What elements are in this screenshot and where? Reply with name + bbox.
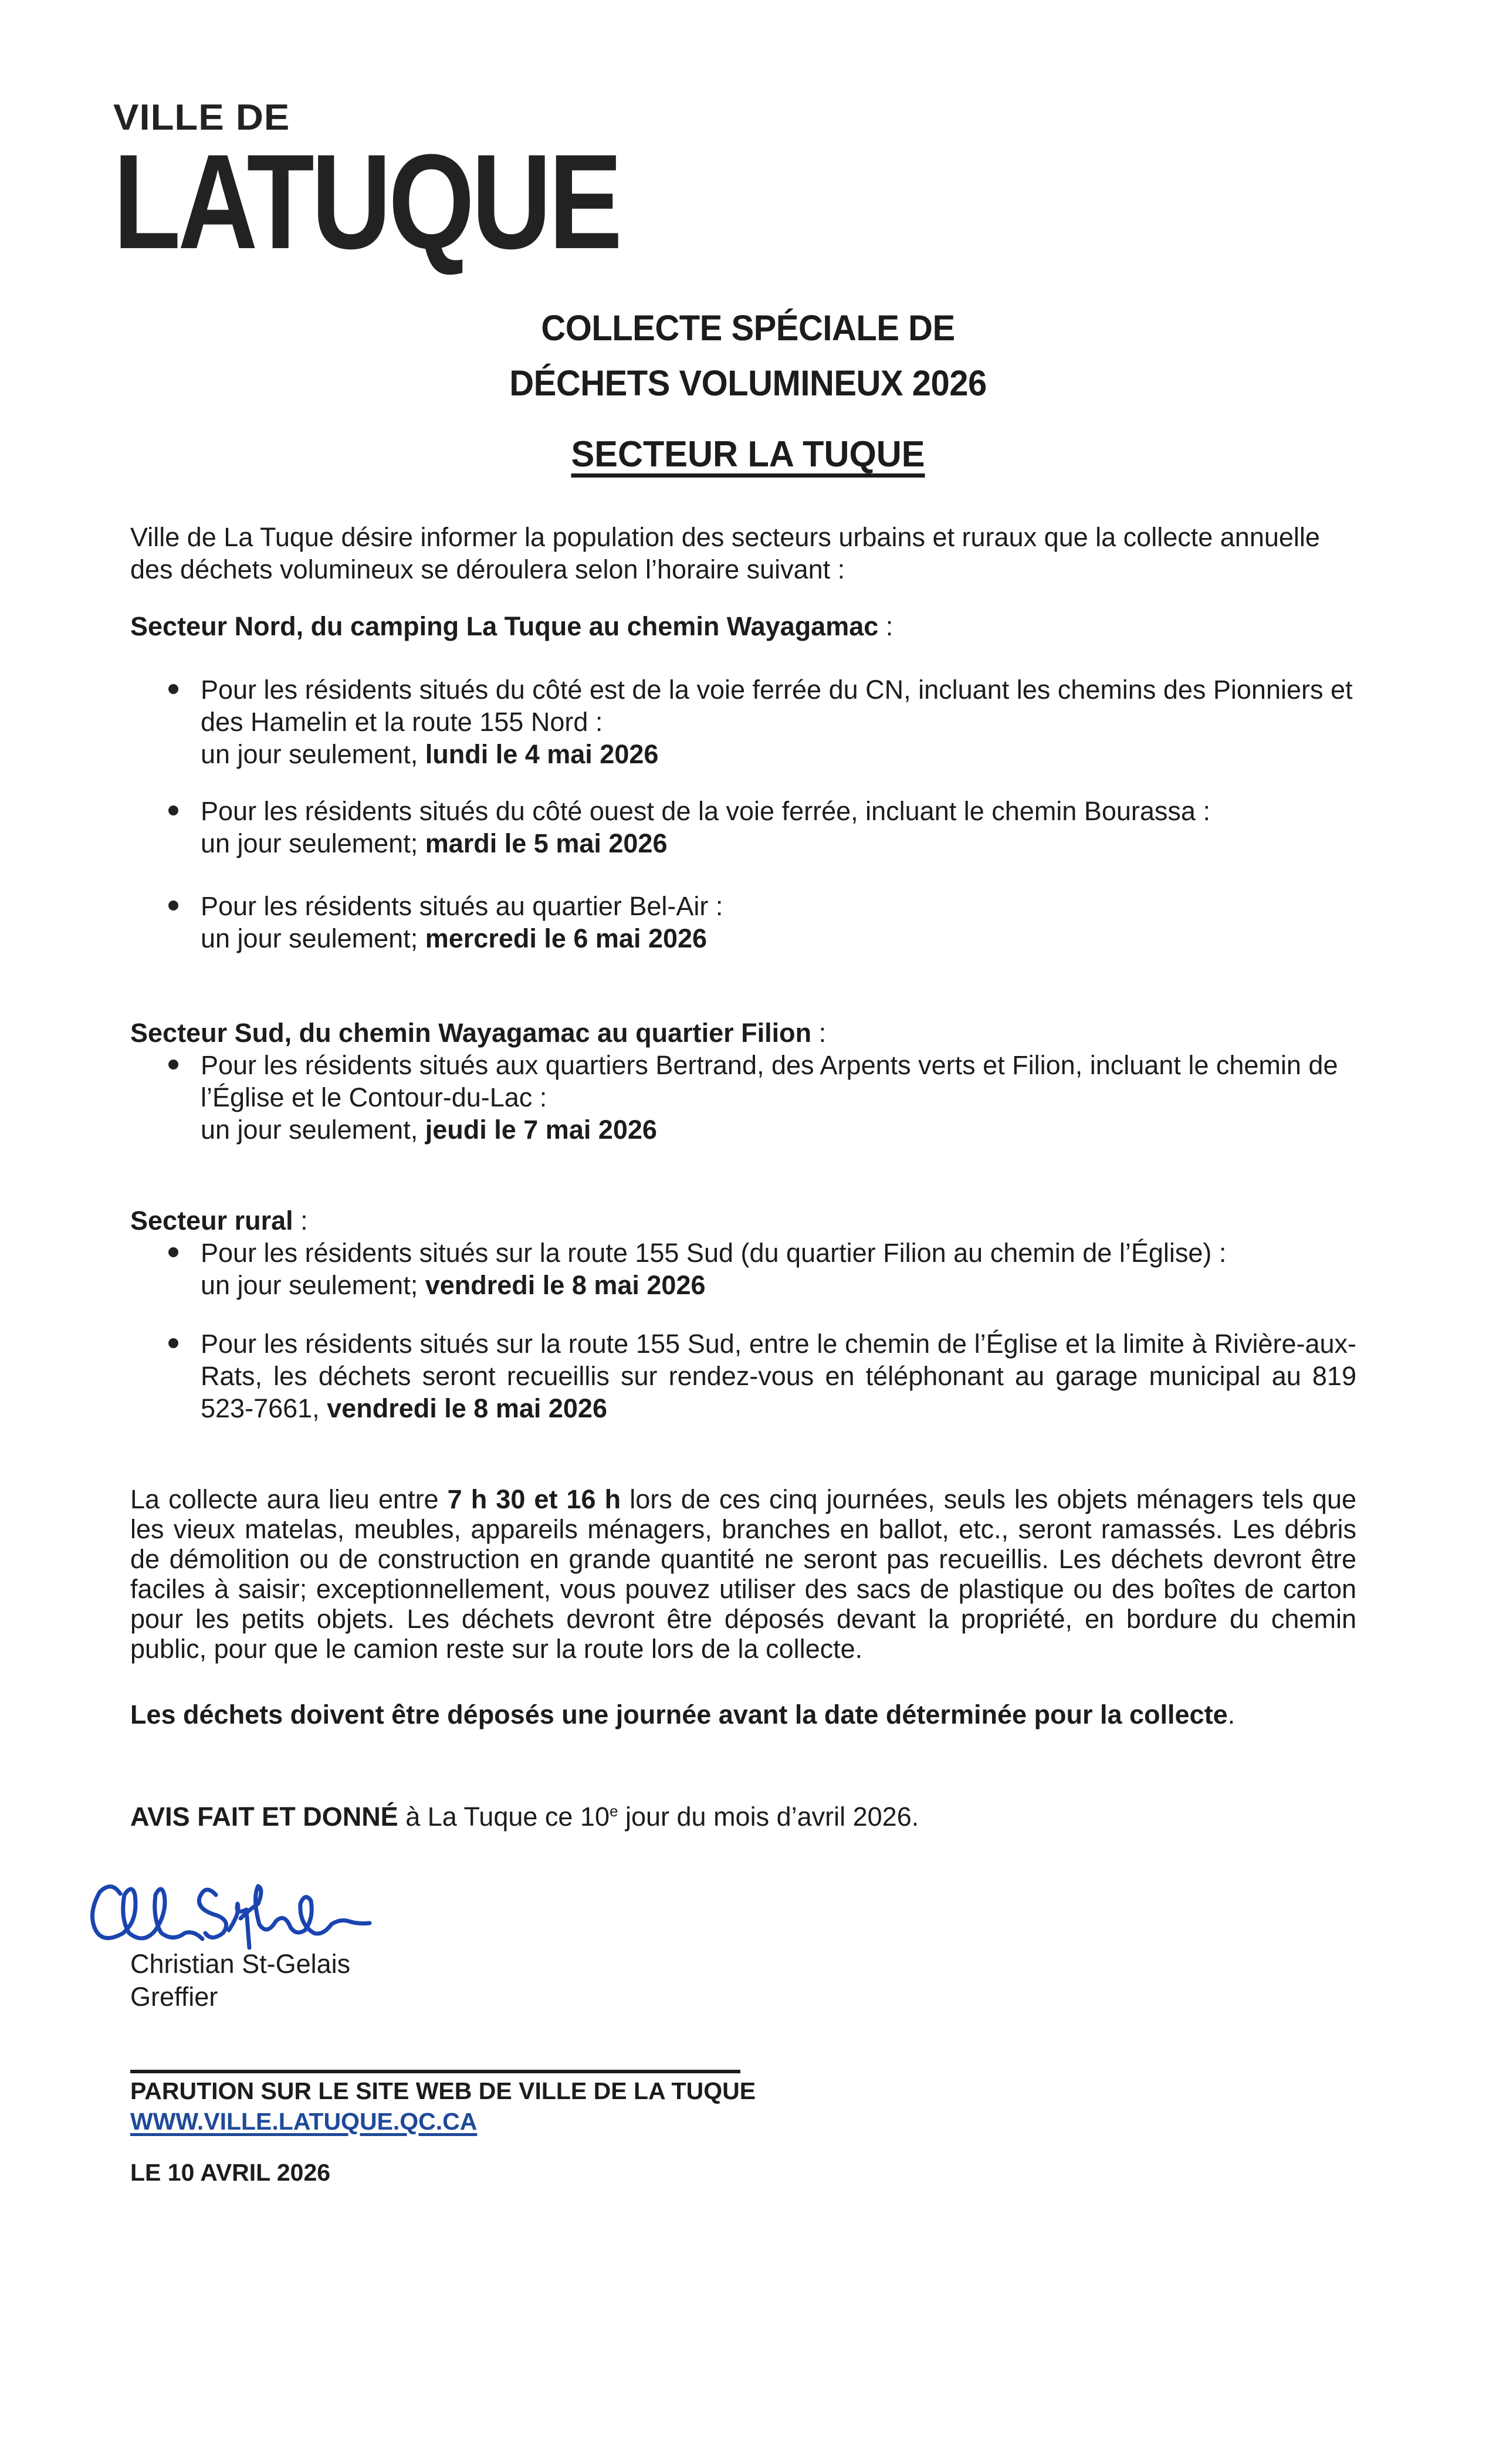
collection-date: vendredi le 8 mai 2026 [425, 1270, 706, 1300]
avis-text-before: à La Tuque ce 10 [398, 1802, 610, 1832]
section-heading-suffix: : [811, 1018, 827, 1048]
intro-paragraph [130, 521, 1356, 585]
collection-hours: 7 h 30 et 16 h [447, 1484, 621, 1514]
logo-ville-de: VILLE DE [113, 97, 290, 138]
publication-label: PARUTION SUR LE SITE WEB DE VILLE DE LA TUQUE [130, 2077, 756, 2104]
section-rural [130, 1204, 1356, 1301]
bullet-icon [168, 1060, 178, 1069]
sector-title [0, 431, 1496, 478]
signature-image [88, 1877, 499, 1954]
publication-divider [130, 2070, 740, 2073]
section-heading [130, 1017, 1356, 1049]
section-nord [130, 610, 1356, 642]
bullet-icon [168, 901, 178, 911]
section-heading-suffix: : [878, 611, 893, 641]
collection-info-before: La collecte aura lieu entre [130, 1484, 448, 1514]
bullet-icon [168, 684, 178, 694]
list-item [130, 795, 1356, 859]
bullet-icon [168, 1338, 178, 1348]
collection-info-after: lors de ces cinq journées, seuls les objets ménagers tels que les vieux matelas, meubles, appareils ménagers, branches en ballot, etc., seront ramassés. Les débris de démolition ou de construction en grande quantité ne seront pas recueillis. Les déchets devront être faciles à saisir; exceptionnellement, vous pouvez utiliser des sacs de plastique ou des boîtes de carton pour les petits objets. Les déchets devront être déposés devant la propriété, en bordure du chemin public, pour que le camion reste sur la route lors de la collecte. [130, 1484, 1356, 1664]
signatory-block [130, 1948, 350, 2013]
collection-date: lundi le 4 mai 2026 [425, 739, 659, 769]
item-prefix [320, 1393, 327, 1423]
deposit-notice-end: . [1227, 1700, 1236, 1729]
item-prefix: un jour seulement; [201, 828, 425, 858]
section-sud [130, 1017, 1356, 1146]
item-text: Pour les résidents situés du côté est de la voie ferrée du CN, incluant les chemins des Pionniers et des Hamelin et la route 155 Nord : [201, 675, 1353, 737]
item-prefix: un jour seulement, [201, 1115, 425, 1145]
collection-date: jeudi le 7 mai 2026 [425, 1115, 657, 1145]
collection-date: mercredi le 6 mai 2026 [425, 923, 708, 953]
title-line-1: COLLECTE SPÉCIALE DE [541, 308, 955, 348]
item-text: Pour les résidents situés aux quartiers Bertrand, des Arpents verts et Filion, incluant le chemin de l’Église et le Contour-du-Lac : [201, 1050, 1338, 1112]
deposit-notice-text: Les déchets doivent être déposés une journée avant la date déterminée pour la collecte [130, 1700, 1228, 1729]
avis-superscript: e [610, 1802, 618, 1820]
city-logo [113, 97, 620, 277]
section-heading-text: Secteur Nord, du camping La Tuque au chemin Wayagamac [130, 611, 879, 641]
collection-date: mardi le 5 mai 2026 [425, 828, 668, 858]
section-heading-suffix: : [293, 1206, 308, 1236]
document-title [0, 300, 1496, 411]
item-prefix: un jour seulement, [201, 739, 425, 769]
intro-text: Ville de La Tuque désire informer la population des secteurs urbains et ruraux que la collecte annuelle des déchets volumineux se déroulera selon l’horaire suivant : [130, 522, 1320, 584]
publication-date: LE 10 AVRIL 2026 [130, 2159, 331, 2186]
list-item [130, 673, 1356, 770]
sector-title-text: SECTEUR LA TUQUE [571, 434, 925, 475]
collection-date: vendredi le 8 mai 2026 [327, 1393, 607, 1423]
item-text: Pour les résidents situés au quartier Bel-Air : [201, 891, 723, 921]
avis-bold: AVIS FAIT ET DONNÉ [130, 1802, 398, 1832]
signatory-name: Christian St-Gelais [130, 1949, 351, 1979]
collection-info-paragraph [130, 1484, 1356, 1664]
list-item [130, 1328, 1356, 1424]
item-text: Pour les résidents situés du côté ouest de la voie ferrée, incluant le chemin Bourassa : [201, 796, 1210, 826]
logo-latuque-wordmark: LATUQUE [113, 126, 620, 277]
section-heading-text: Secteur Sud, du chemin Wayagamac au quartier Filion [130, 1018, 812, 1048]
title-line-2: DÉCHETS VOLUMINEUX 2026 [509, 363, 987, 403]
deposit-notice [130, 1698, 1356, 1731]
section-heading [130, 610, 1356, 642]
item-text: Pour les résidents situés sur la route 155 Sud, entre le chemin de l’Église et la limite à Rivière-aux-Rats, les déchets seront recueillis sur rendez-vous en téléphonant au garage municipal au 819 523-7661, [201, 1329, 1356, 1423]
bullet-icon [168, 805, 178, 815]
item-text: Pour les résidents situés sur la route 155 Sud (du quartier Filion au chemin de l’Église) : [201, 1238, 1227, 1268]
website-link[interactable]: WWW.VILLE.LATUQUE.QC.CA [130, 2108, 478, 2135]
section-heading-text: Secteur rural [130, 1206, 293, 1236]
item-prefix: un jour seulement; [201, 923, 425, 953]
item-prefix: un jour seulement; [201, 1270, 425, 1300]
avis-text-after: jour du mois d’avril 2026. [618, 1802, 919, 1832]
signatory-title: Greffier [130, 1982, 218, 2012]
publication-block [130, 2076, 756, 2137]
bullet-icon [168, 1247, 178, 1257]
avis-statement [130, 1795, 1356, 1833]
section-heading [130, 1204, 1356, 1237]
list-item [130, 890, 1356, 955]
